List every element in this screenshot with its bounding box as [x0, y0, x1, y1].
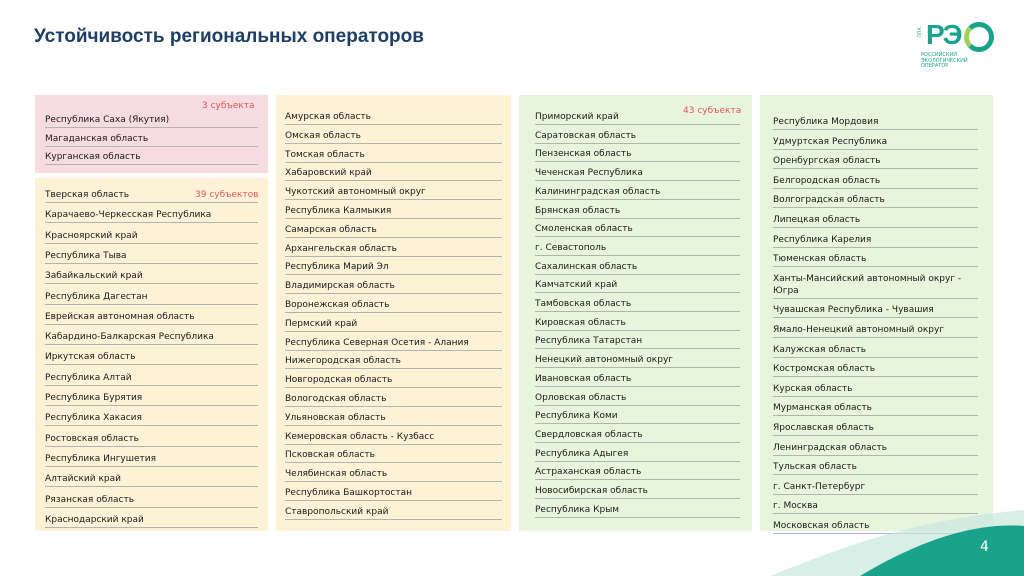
- region-item: Республика Коми: [535, 410, 740, 424]
- region-item: Ямало-Ненецкий автономный округ: [773, 324, 978, 338]
- region-item: Свердловская область: [535, 429, 740, 443]
- region-item: Кемеровская область - Кузбасс: [285, 431, 502, 445]
- region-item: Мурманская область: [773, 402, 978, 416]
- page-title: Устойчивость региональных операторов: [34, 26, 424, 47]
- region-item: г. Санкт-Петербург: [773, 481, 978, 495]
- region-item: Псковская область: [285, 449, 502, 463]
- region-item: Челябинская область: [285, 468, 502, 482]
- logo-vertical-text: ППК: [918, 27, 923, 38]
- region-item: Республика Дагестан: [45, 291, 258, 305]
- region-item: г. Москва: [773, 500, 978, 514]
- region-item: Краснодарский край: [45, 514, 258, 528]
- region-item: Алтайский край: [45, 473, 258, 487]
- region-item: Республика Тыва: [45, 250, 258, 264]
- region-item: Калужская область: [773, 344, 978, 358]
- region-item: Калининградская область: [535, 186, 740, 200]
- region-item: Тамбовская область: [535, 298, 740, 312]
- region-item: Курганская область: [45, 151, 258, 165]
- region-item: Еврейская автономная область: [45, 311, 258, 325]
- region-item: Смоленская область: [535, 223, 740, 237]
- region-item: Ярославская область: [773, 422, 978, 436]
- yellow-count-label: 39 субъектов: [195, 190, 259, 200]
- region-item: Республика Карелия: [773, 234, 978, 248]
- region-item: Ростовская область: [45, 433, 258, 447]
- region-item: Омская область: [285, 130, 502, 144]
- region-item: Ставропольский край: [285, 506, 502, 520]
- region-item: Московская область: [773, 520, 978, 534]
- region-item: Удмуртская Республика: [773, 136, 978, 150]
- region-item: Рязанская область: [45, 494, 258, 508]
- region-item: Чеченская Республика: [535, 167, 740, 181]
- region-item: Республика Адыгея: [535, 448, 740, 462]
- region-item: Владимирская область: [285, 280, 502, 294]
- region-item: Иркутская область: [45, 351, 258, 365]
- region-item: Новгородская область: [285, 374, 502, 388]
- region-item: Ханты-Мансийский автономный округ - Югра: [773, 273, 978, 299]
- region-item: Кабардино-Балкарская Республика: [45, 331, 258, 345]
- region-item: Тульская область: [773, 461, 978, 475]
- region-item: Сахалинская область: [535, 261, 740, 275]
- region-item: Ивановская область: [535, 373, 740, 387]
- region-item: Белгородская область: [773, 175, 978, 189]
- region-item: Республика Татарстан: [535, 335, 740, 349]
- pink-count-label: 3 субъекта: [202, 101, 255, 111]
- region-item: Забайкальский край: [45, 270, 258, 284]
- region-item: Костромская область: [773, 363, 978, 377]
- logo-caption-line: ЭКОЛОГИЧЕСКИЙ: [921, 57, 968, 64]
- region-item: Воронежская область: [285, 299, 502, 313]
- logo-mark-text: РЭ: [926, 19, 961, 50]
- region-item: Республика Алтай: [45, 372, 258, 386]
- region-item: Ульяновская область: [285, 412, 502, 426]
- region-item: Вологодская область: [285, 393, 502, 407]
- region-item: Ленинградская область: [773, 442, 978, 456]
- region-item: Кировская область: [535, 317, 740, 331]
- region-item: Брянская область: [535, 205, 740, 219]
- region-item: Астраханская область: [535, 466, 740, 480]
- region-item: Саратовская область: [535, 130, 740, 144]
- region-item: Республика Крым: [535, 504, 740, 518]
- region-item: Томская область: [285, 149, 502, 163]
- region-item: Липецкая область: [773, 214, 978, 228]
- region-item: Амурская область: [285, 111, 502, 125]
- region-item: Красноярский край: [45, 230, 258, 244]
- region-item: Республика Ингушетия: [45, 453, 258, 467]
- region-item: Чувашская Республика - Чувашия: [773, 304, 978, 318]
- region-item: Архангельская область: [285, 243, 502, 257]
- logo-caption-line: РОССИЙСКИЙ: [921, 52, 957, 58]
- region-item: Республика Саха (Якутия): [45, 114, 258, 128]
- region-item: Пензенская область: [535, 148, 740, 162]
- region-item: Нижегородская область: [285, 355, 502, 369]
- region-item: Республика Башкортостан: [285, 487, 502, 501]
- region-item: Тверская область: [45, 189, 258, 203]
- region-item: Республика Бурятия: [45, 392, 258, 406]
- region-item: Карачаево-Черкесская Республика: [45, 209, 258, 223]
- page-number: 4: [980, 539, 989, 555]
- region-item: Республика Марий Эл: [285, 261, 502, 275]
- region-item: Оренбургская область: [773, 155, 978, 169]
- region-item: Тюменская область: [773, 253, 978, 267]
- region-item: Самарская область: [285, 224, 502, 238]
- region-item: Орловская область: [535, 392, 740, 406]
- green-count-label: 43 субъекта: [683, 106, 742, 116]
- region-item: Ненецкий автономный округ: [535, 354, 740, 368]
- region-item: Камчатский край: [535, 279, 740, 293]
- region-item: Новосибирская область: [535, 485, 740, 499]
- region-item: Республика Калмыкия: [285, 205, 502, 219]
- region-item: Республика Северная Осетия - Алания: [285, 337, 502, 351]
- region-item: Республика Хакасия: [45, 412, 258, 426]
- region-item: г. Севастополь: [535, 242, 740, 256]
- region-item: Чукотский автономный округ: [285, 186, 502, 200]
- region-item: Приморский край: [535, 111, 740, 125]
- logo-caption-line: ОПЕРАТОР: [921, 63, 949, 69]
- region-item: Магаданская область: [45, 133, 258, 147]
- region-item: Курская область: [773, 383, 978, 397]
- region-item: Пермский край: [285, 318, 502, 332]
- region-item: Хабаровский край: [285, 167, 502, 181]
- region-item: Республика Мордовия: [773, 116, 978, 130]
- region-item: Волгоградская область: [773, 194, 978, 208]
